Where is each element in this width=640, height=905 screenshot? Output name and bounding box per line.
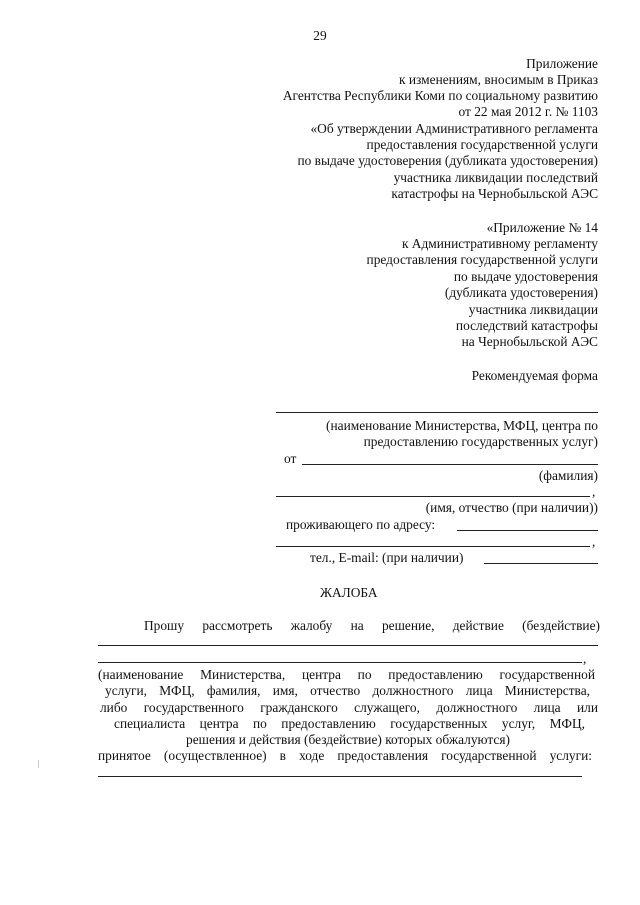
comma: , <box>592 534 596 549</box>
annex-line: «Приложение № 14 <box>486 220 598 235</box>
page-number: 29 <box>313 28 327 43</box>
comma: , <box>592 484 596 499</box>
complaint-line-2[interactable] <box>98 662 582 663</box>
scan-mark <box>38 760 39 768</box>
tel-line[interactable] <box>484 563 598 564</box>
address-line-1[interactable] <box>457 530 598 531</box>
request-line: Прошу рассмотреть жалобу на решение, действие (бездействие) <box>144 618 600 633</box>
explanation-line: (наименование Министерства, центра по предоставлению государственной <box>98 667 595 682</box>
tel-label: тел., E-mail: (при наличии) <box>310 550 464 565</box>
document-title: ЖАЛОБА <box>320 585 378 600</box>
annex-line: по выдаче удостоверения <box>453 269 598 284</box>
recommended-form-label: Рекомендуемая форма <box>471 368 598 383</box>
explanation-line: либо государственного гражданского служащего, должностного лица или <box>100 700 598 715</box>
complaint-line-1[interactable] <box>98 645 598 646</box>
annex-line: участника ликвидации <box>468 302 598 317</box>
ministry-caption: (наименование Министерства, МФЦ, центра по <box>326 418 598 433</box>
accepted-line: принятое (осуществленное) в ходе предоставления государственной услуги: <box>98 748 592 763</box>
name-caption: (имя, отчество (при наличии)) <box>425 500 598 515</box>
from-line[interactable] <box>302 464 598 465</box>
explanation-line: специалиста центра по предоставлению государственных услуг, МФЦ, <box>114 716 585 731</box>
address-line-2[interactable] <box>276 546 590 547</box>
from-label: от <box>284 451 297 466</box>
explanation-line: решения и действия (бездействие) которых обжалуются) <box>186 732 510 747</box>
header-line: предоставления государственной услуги <box>366 137 598 152</box>
annex-line: (дубликата удостоверения) <box>444 285 598 300</box>
header-line: по выдаче удостоверения (дубликата удостоверения) <box>297 153 598 168</box>
header-line: участника ликвидации последствий <box>393 170 598 185</box>
explanation-line: услуги, МФЦ, фамилия, имя, отчество должностного лица Министерства, <box>105 683 590 698</box>
header-line: Агентства Республики Коми по социальному развитию <box>282 88 598 103</box>
service-line[interactable] <box>98 776 582 777</box>
ministry-caption: предоставлению государственных услуг) <box>363 434 598 449</box>
name-line[interactable] <box>276 496 590 497</box>
address-label: проживающего по адресу: <box>286 517 436 532</box>
header-line: «Об утверждении Административного регламента <box>310 121 598 136</box>
ministry-line[interactable] <box>276 412 598 413</box>
annex-line: к Административному регламенту <box>401 236 598 251</box>
header-line: от 22 мая 2012 г. № 1103 <box>458 104 598 119</box>
annex-line: на Чернобыльской АЭС <box>461 334 598 349</box>
header-line: к изменениям, вносимым в Приказ <box>399 72 598 87</box>
comma: , <box>583 651 587 666</box>
header-line: катастрофы на Чернобыльской АЭС <box>391 186 598 201</box>
header-line: Приложение <box>526 56 598 71</box>
surname-caption: (фамилия) <box>538 468 598 483</box>
annex-line: последствий катастрофы <box>455 318 598 333</box>
annex-line: предоставления государственной услуги <box>366 252 598 267</box>
